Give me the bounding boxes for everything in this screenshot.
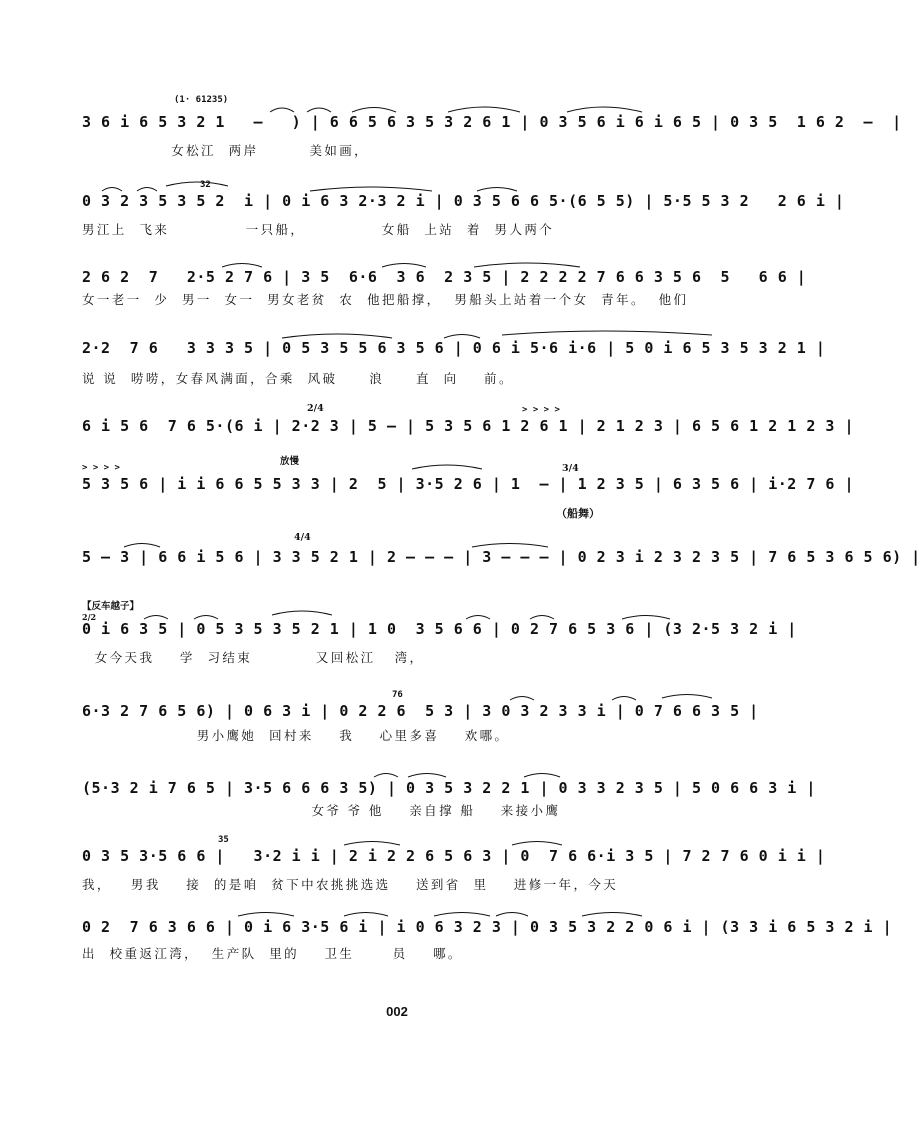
slur-marks	[82, 598, 797, 638]
tempo-marking: 放慢	[280, 456, 300, 467]
lyric-row: 女一老一 少 男一 女一 男女老贫 农 他把船撑， 男船头上站着一个女 青年。 他们	[82, 292, 689, 307]
section-label: 【反车越子】	[82, 601, 140, 612]
slur-marks	[82, 835, 826, 865]
notation-row: 0 3 2 3 5 3 5 2 i | 0 i 6 3 2·3 2 i | 0 3 5 6 6 5·(6 5 5) | 5·5 5 3 2 2 6 i |	[82, 192, 845, 210]
time-signature: 2/4	[307, 403, 324, 414]
slur-marks	[82, 333, 826, 363]
notation-row: 0 3 5 3·5 6 6 | 3·2 i i | 2 i 2 2 6 5 6 3 | 0 7 6 6·i 3 5 | 7 2 7 6 0 i i |	[82, 847, 826, 865]
slur-marks	[82, 95, 722, 125]
lyric-row: 我， 男我 接 的是咱 贫下中农挑挑选选 送到省 里 进修一年，今天	[82, 877, 619, 892]
lyric-row: 女今天我 学 习结束 又回松江 湾，	[82, 650, 425, 665]
slur-marks	[82, 262, 807, 292]
grace-notes: 76	[392, 690, 403, 700]
time-signature: 2/2	[82, 612, 97, 622]
notation-row: 0 2 7 6 3 6 6 | 0 i 6 3·5 6 i | i 0 6 3 2 3 | 0 3 5 3 2 2 0 6 i | (3 3 i 6 5 3 2 i |	[82, 918, 893, 936]
lyric-row: 男小鹰她 回村来 我 心里多喜 欢哪。	[82, 728, 510, 743]
notation-row: 6 i 5 6 7 6 5·(6 i | 2·2 3 | 5 — | 5 3 5 6 1 2 6 1 | 2 1 2 3 | 6 5 6 1 2 1 2 3 |	[82, 417, 854, 435]
notation-row: 5 3 5 6 | i i 6 6 5 5 3 3 | 2 5 | 3·5 2 6 | 1 — | 1 2 3 5 | 6 3 5 6 | i·2 7 6 |	[82, 475, 854, 493]
grace-notes: (1· 61235)	[174, 95, 229, 105]
notation-row: (5·3 2 i 7 6 5 | 3·5 6 6 6 3 5) | 0 3 5 3 2 2 1 | 0 3 3 2 3 5 | 5 0 6 6 3 i |	[82, 779, 816, 797]
slur-marks	[82, 463, 854, 493]
grace-notes: 32	[200, 180, 211, 190]
slur-marks	[82, 690, 759, 720]
notation-row: 2 6 2 7 2·5 2 7 6 | 3 5 6·6 3 6 2 3 5 | 2 2 2 2 7 6 6 3 5 6 5 6 6 |	[82, 268, 807, 286]
stage-direction: （船舞）	[556, 507, 600, 520]
page-number: 002	[386, 1004, 408, 1019]
grace-notes: 35	[218, 835, 229, 845]
accent-marks: > > > >	[82, 463, 120, 473]
notation-row: 0 i 6 3 5 | 0 5 3 5 3 5 2 1 | 1 0 3 5 6 6 | 0 2 7 6 5 3 6 | (3 2·5 3 2 i |	[82, 620, 797, 638]
slur-marks	[82, 773, 816, 803]
notation-row: 3 6 i 6 5 3 2 1 — ) | 6 6 5 6 3 5 3 2 6 1 | 0 3 5 6 i 6 i 6 5 | 0 3 5 1 6 2 — |	[82, 113, 902, 131]
time-signature: 3/4	[562, 463, 579, 474]
lyric-row: 男江上 飞来 一只船， 女船 上站 着 男人两个	[82, 222, 555, 237]
slur-marks	[82, 906, 893, 936]
time-signature: 4/4	[294, 532, 311, 543]
lyric-row: 说 说 唠唠，女春风满面，合乘 风破 浪 直 向 前。	[82, 371, 514, 386]
notation-row: 5 — 3 | 6 6 i 5 6 | 3 3 5 2 1 | 2 — — — | 3 — — — | 0 2 3 i 2 3 2 3 5 | 7 6 5 3 6 5 6) |	[82, 548, 921, 566]
slur-marks	[82, 178, 845, 210]
slur-marks	[82, 540, 921, 570]
lyric-row: 女爷 爷 他 亲自撑 船 来接小鹰	[82, 803, 561, 818]
lyric-row: 出 校重返江湾， 生产队 里的 卫生 员 哪。	[82, 946, 463, 961]
accent-marks: > > > >	[522, 405, 560, 415]
notation-row: 2·2 7 6 3 3 3 5 | 0 5 3 5 5 6 3 5 6 | 0 6 i 5·6 i·6 | 5 0 i 6 5 3 5 3 2 1 |	[82, 339, 826, 357]
lyric-row: 女松江 两岸 美如画，	[82, 143, 370, 158]
notation-row: 6·3 2 7 6 5 6) | 0 6 3 i | 0 2 2 6 5 3 | 3 0 3 2 3 3 i | 0 7 6 6 3 5 |	[82, 702, 759, 720]
